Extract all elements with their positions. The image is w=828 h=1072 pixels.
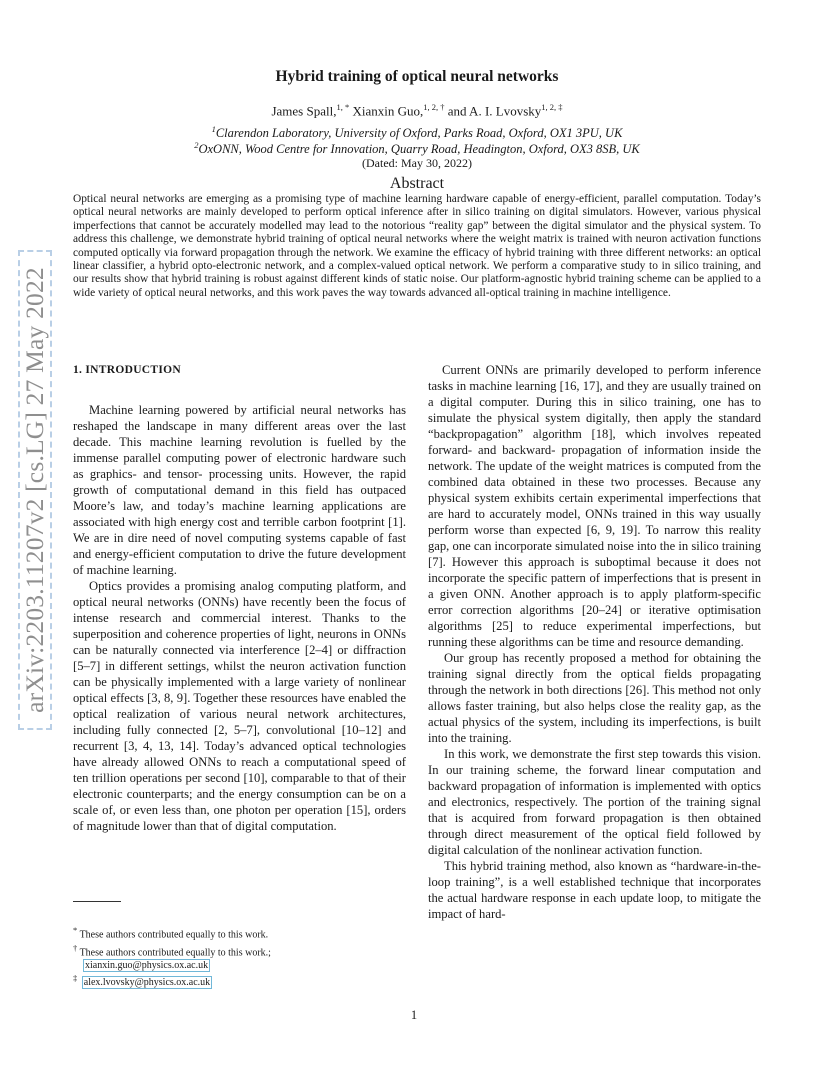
- affiliation-2-number: 2: [194, 140, 199, 150]
- author-spall-affil: 1, *: [336, 102, 350, 112]
- footnote-3: [73, 972, 406, 990]
- right-column: [428, 362, 761, 922]
- paragraph: Machine learning powered by artificial neural networks has reshaped the landscape in many different areas over the last decade. This machine learning revolution is fuelled by the immense parallel computing power of electronic hardware such as graphics- and tensor- processing units. However, the rapid growth of computational demand in this field has outpaced Moore’s law, and today’s machine learning applications are associated with high energy cost and terrible carbon footprint [1]. We are in dire need of novel computing systems capable of fast and energy-efficient computation to drive the future development of machine learning.: [73, 403, 406, 577]
- affiliation-1: [70, 124, 764, 141]
- email-link-lvovsky[interactable]: alex.lvovsky@physics.ox.ac.uk: [83, 977, 211, 989]
- paragraph: Current ONNs are primarily developed to perform inference tasks in machine learning [16, 17], and they are usually trained on a digital computer. During this in silico training, one has to simulate the physical system digitally, then apply the standard “backpropagation” algorithm [18], which involves repeated forward- and backward- propagation of information inside the network. The update of the weight matrices is computed from the combined data obtained in these two processes. Because any physical system exhibits certain experimental imperfections that are hard to accurately model, ONNs trained in this way usually perform worse than expected [6, 9, 19]. To narrow this reality gap, one can incorporate simulated noise into the in silico training [7]. However this approach is suboptimal because it does not incorporate the specific pattern of imperfections that is present in a given ONN. Another approach is to apply platform-specific error correction algorithms [20–24] or iterative optimisation algorithms [25] to reduce experimental imperfections, but running these algorithms can be time and resource demanding.: [428, 363, 761, 649]
- footnote-text: These authors contributed equally to this work.: [79, 929, 269, 941]
- paragraph: Our group has recently proposed a method for obtaining the training signal directly from the optical fields propagating through the network in both directions [26]. This method not only allows faster training, but also helps close the reality gap, as the actual physics of the system, including its imperfections, is built into the training.: [428, 651, 761, 745]
- affiliation-2-text: OxONN, Wood Centre for Innovation, Quarry Road, Headington, Oxford, OX3 8SB, UK: [198, 142, 640, 157]
- dated-line: (Dated: May 30, 2022): [362, 156, 472, 170]
- email-link-guo[interactable]: xianxin.guo@physics.ox.ac.uk: [85, 959, 209, 971]
- paragraph: In this work, we demonstrate the first step towards this vision. In our training scheme, the forward linear computation and backward propagation of information is implemented with optics and electronics, respectively. The portion of the training signal that is acquired from forward propagation is then obtained through direct measurement of the optical field followed by digital calculation of the nonlinear activation function.: [428, 747, 761, 857]
- footnote-mark: ‡: [73, 973, 78, 984]
- author-line: [70, 102, 764, 119]
- affiliation-1-number: 1: [211, 124, 216, 134]
- abstract-heading: Abstract: [389, 175, 445, 192]
- author-lvovsky: and A. I. Lvovsky: [444, 103, 542, 119]
- author-guo: Xianxin Guo,: [349, 103, 424, 119]
- footnote-mark: *: [73, 925, 78, 935]
- footnotes: [73, 924, 406, 990]
- affiliation-1-text: Clarendon Laboratory, University of Oxford, Parks Road, Oxford, OX1 3PU, UK: [215, 126, 623, 141]
- footnote-rule: [73, 901, 121, 902]
- paragraph: Optics provides a promising analog computing platform, and optical neural networks (ONNs) have recently been the focus of intense research and commercial interest. Thanks to the superposition and coherence properties of light, neurons in ONNs can be naturally connected via interference [2–4] or diffraction [5–7] in different settings, whilst the neuron activation function can be physically implemented with a large variety of nonlinear optical effects [3, 8, 9]. Together these resources have enabled the optical realization of various neural network architectures, including fully connected [2, 5–7], convolutional [10–12] and recurrent [3, 4, 13, 14]. Today’s advanced optical technologies have already allowed ONNs to reach a computational speed of ten trillion operations per second [10], comparable to that of their electronic counterparts; and the energy consumption can be on a scale of, or even less than, one photon per operation [15], orders of magnitude lower than that of digital computation.: [73, 579, 406, 833]
- section-heading-introduction: 1. INTRODUCTION: [73, 364, 182, 376]
- page-number: 1: [410, 1008, 418, 1022]
- footnote-mark: †: [73, 942, 78, 953]
- arxiv-identifier: arXiv:2203.11207v2 [cs.LG] 27 May 2022: [20, 267, 49, 713]
- paragraph: This hybrid training method, also known as “hardware-in-the-loop training”, is a well established technique that incorporates the actual hardware response in each update loop, to mitigate the impact of hard-: [428, 859, 761, 921]
- author-spall: James Spall,: [271, 103, 337, 119]
- footnote-1: [73, 924, 406, 942]
- footnote-text: These authors contributed equally to this work.;: [79, 947, 271, 959]
- left-column: [73, 362, 406, 834]
- footnote-2: [73, 942, 406, 972]
- abstract-text: Optical neural networks are emerging as a promising type of machine learning hardware capable of energy-efficient, parallel computation. Today’s optical neural networks are mainly developed to perform optical inference after in silico training on digital simulators. However, various physical imperfections that cannot be accurately modelled may lead to the notorious “reality gap” between the digital simulator and the physical system. To address this challenge, we demonstrate hybrid training of optical neural networks where the weight matrix is trained with neuron activation functions computed optically via forward propagation through the network. We examine the efficacy of hybrid training with three different networks: an optical linear classifier, a hybrid opto-electronic network, and a complex-valued optical network. We perform a comparative study to in silico training, and our results show that hybrid training is robust against different kinds of static noise. Our platform-agnostic hybrid training scheme can be applied to a wide variety of optical neural networks, and this work paves the way towards advanced all-optical training in machine intelligence.: [73, 193, 761, 299]
- author-lvovsky-affil: 1, 2, ‡: [541, 102, 563, 112]
- affiliation-2: [70, 140, 764, 157]
- paper-title: Hybrid training of optical neural networks: [275, 68, 559, 85]
- author-guo-affil: 1, 2, †: [423, 102, 445, 112]
- arxiv-stamp: [18, 250, 52, 730]
